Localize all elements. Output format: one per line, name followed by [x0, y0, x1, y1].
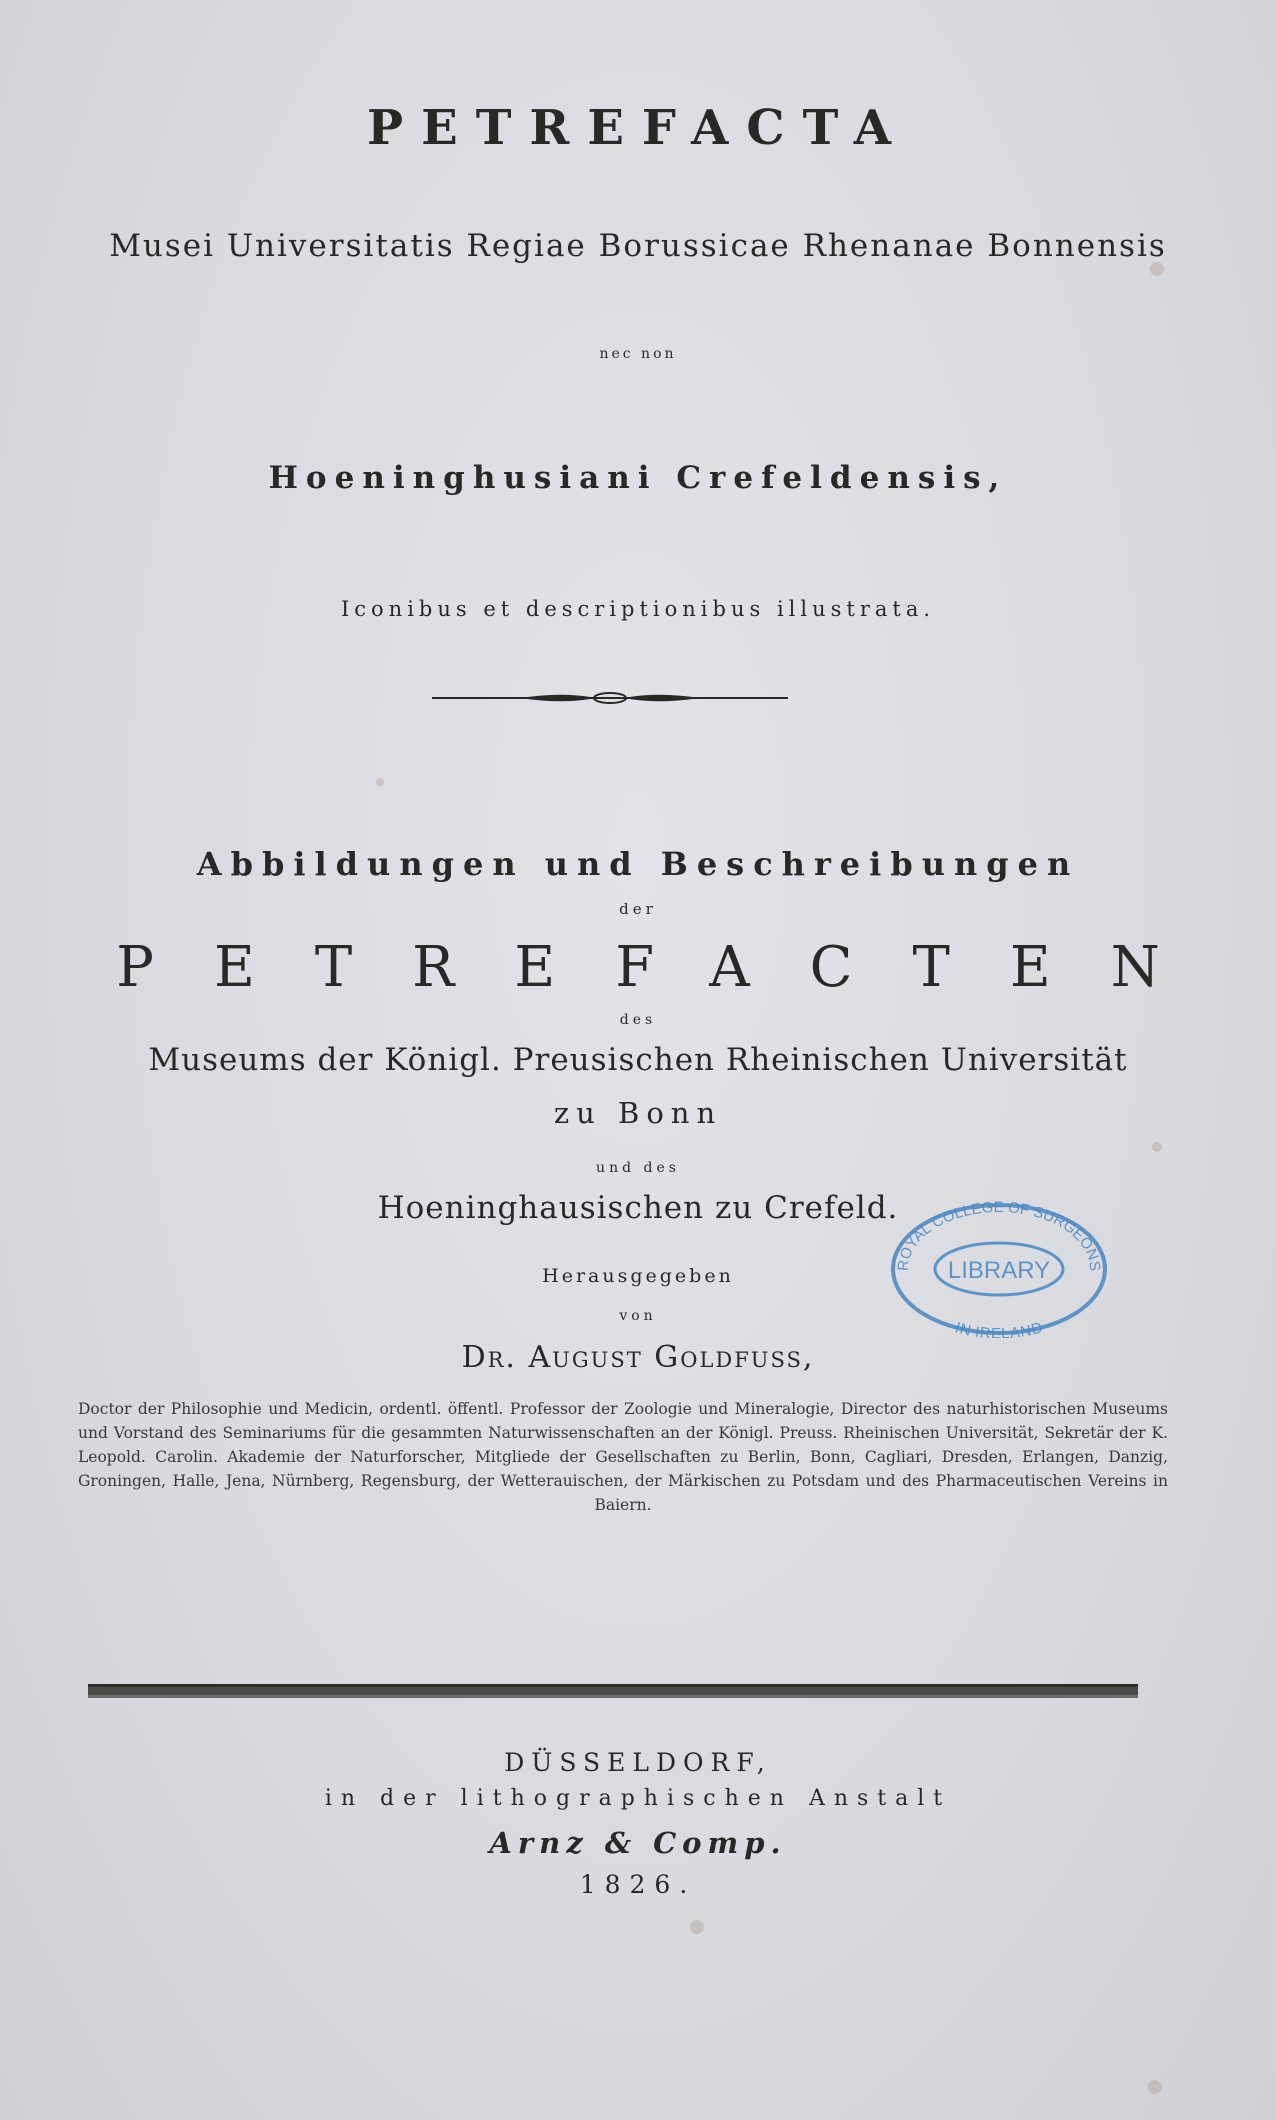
- stamp-bottom-text: IN IRELAND: [953, 1319, 1045, 1338]
- imprint-publisher: Arnz & Comp.: [489, 1826, 787, 1860]
- nec-non-connector: nec non: [599, 346, 677, 362]
- herausgegeben-label: Herausgegeben: [542, 1265, 734, 1287]
- imprint-rule: [88, 1684, 1138, 1698]
- der-connector: der: [619, 900, 657, 918]
- latin-illustrata: Iconibus et descriptionibus illustrata.: [340, 597, 936, 621]
- author-credentials: Doctor der Philosophie und Medicin, ordentl. öffentl. Professor der Zoologie und Mineralogie, Director des naturhistorischen Museums und Vorstand des Seminariums für die gesammten Naturwissenschaften an der Königl. Preuss. Rheinischen Universität, Sekretär der K. Leopold. Carolin. Akademie der Naturforscher, Mitgliede der Gesellschaften zu Berlin, Bonn, Cagliari, Dresden, Erlangen, Danzig, Groningen, Halle, Jena, Nürnberg, Regensburg, der Wetterauischen, der Märkischen zu Potsdam und des Pharmaceutischen Vereins in Baiern.: [78, 1400, 1168, 1514]
- paper-stain: [690, 1920, 704, 1934]
- latin-subtitle: Musei Universitatis Regiae Borussicae Rhenanae Bonnensis: [109, 228, 1167, 264]
- imprint-city: DÜSSELDORF,: [504, 1748, 772, 1777]
- museum-line: Museums der Königl. Preusischen Rheinischen Universität: [148, 1042, 1128, 1078]
- imprint-anstalt: in der lithographischen Anstalt: [324, 1786, 952, 1811]
- stamp-top-text: ROYAL COLLEGE OF SURGEONS: [894, 1200, 1104, 1272]
- stamp-center-text: LIBRARY: [947, 1257, 1051, 1284]
- german-heading: Abbildungen und Beschreibungen: [196, 845, 1080, 883]
- latin-collection: Hoeninghusiani Crefeldensis,: [268, 460, 1008, 496]
- von-connector: von: [619, 1308, 657, 1324]
- crefeld-line: Hoeninghausischen zu Crefeld.: [377, 1190, 899, 1226]
- author-name: Dr. August Goldfuss,: [461, 1340, 815, 1375]
- latin-title: PETREFACTA: [367, 100, 909, 156]
- paper-stain: [1152, 1142, 1162, 1152]
- german-title: PETREFACTEN: [116, 935, 1220, 1000]
- des-connector: des: [619, 1012, 657, 1028]
- imprint-year: 1826.: [579, 1870, 697, 1899]
- paper-stain: [1148, 2080, 1162, 2094]
- ornamental-divider: [430, 683, 790, 713]
- zu-bonn-line: zu Bonn: [553, 1096, 723, 1130]
- paper-stain: [1150, 262, 1164, 276]
- und-des-connector: und des: [596, 1160, 680, 1176]
- paper-stain: [376, 778, 384, 786]
- library-stamp: [888, 1200, 1110, 1338]
